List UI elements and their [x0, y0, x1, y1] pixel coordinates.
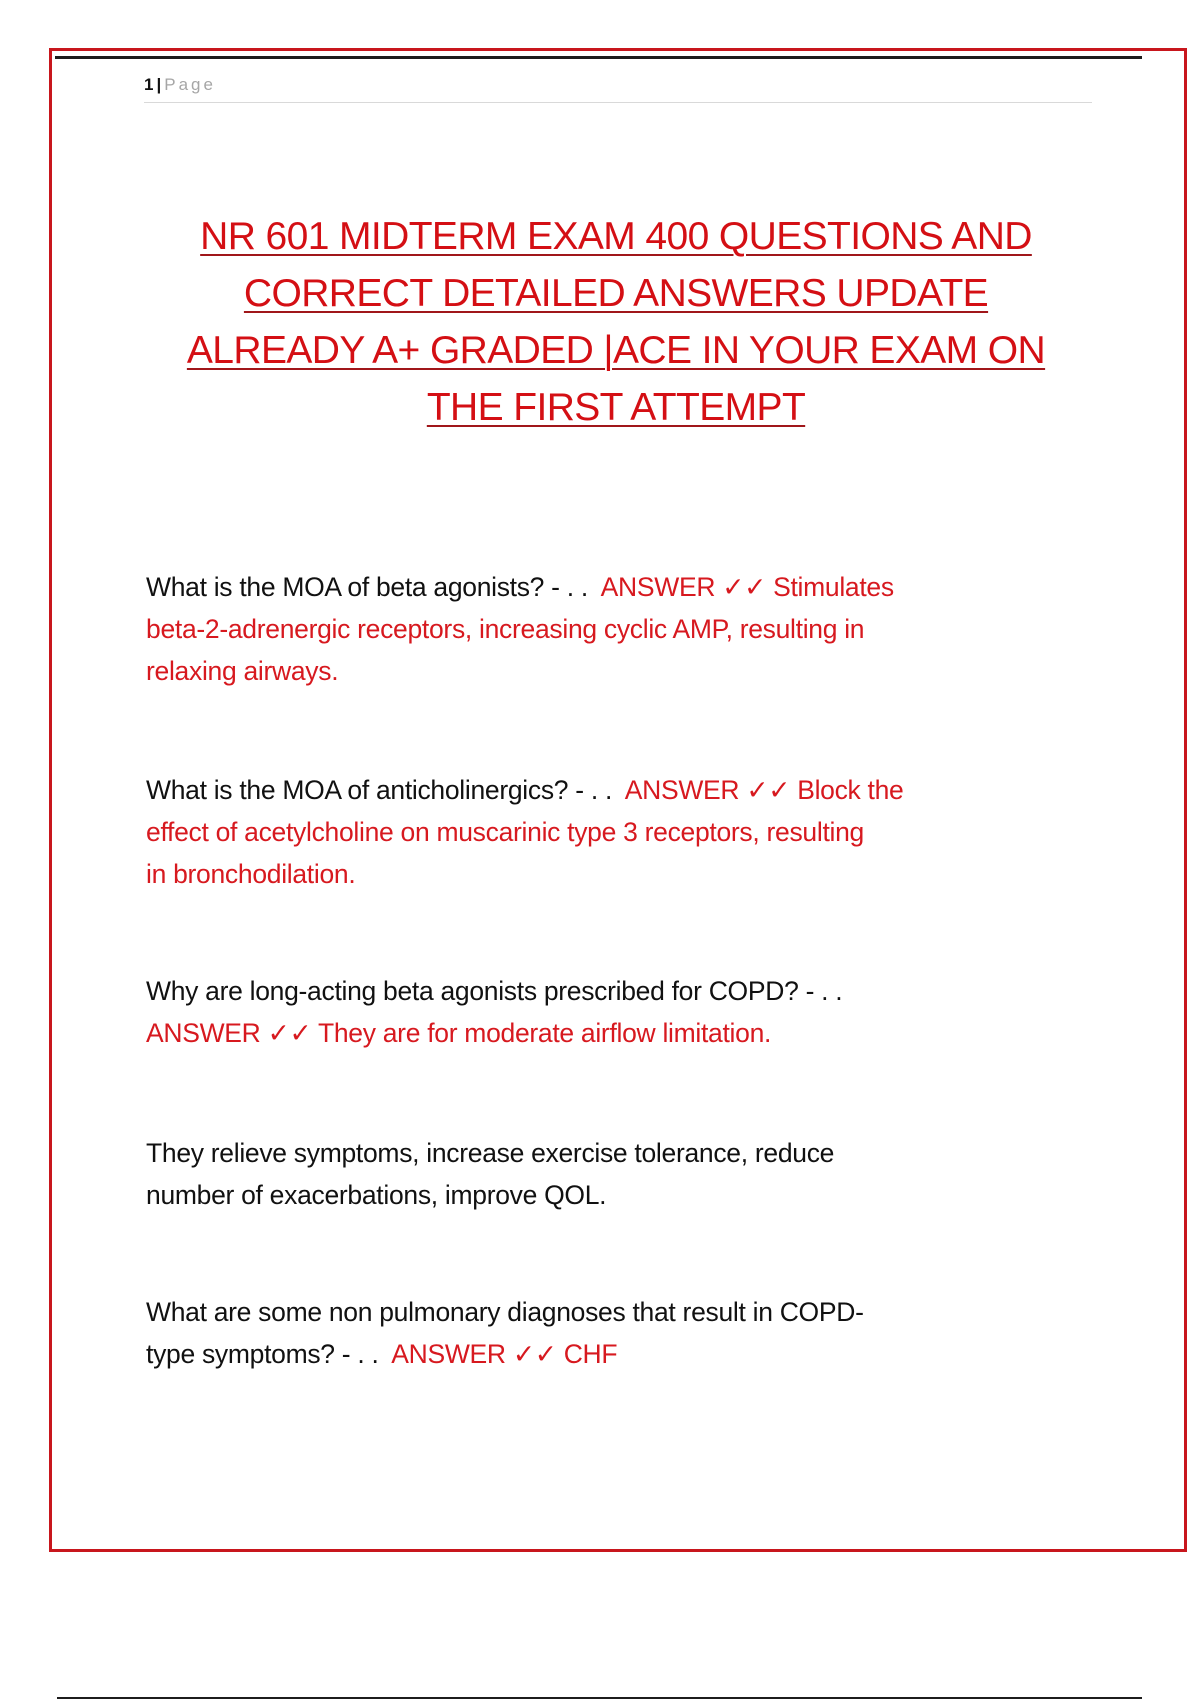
question-text: What is the MOA of beta agonists? - . .	[146, 572, 588, 602]
bottom-rule	[57, 1697, 1142, 1699]
qa-item	[146, 566, 1096, 692]
answer-text: effect of acetylcholine on muscarinic type 3 receptors, resulting	[146, 817, 864, 847]
qa-item	[146, 769, 1096, 895]
page-header	[144, 74, 1092, 103]
title-line: THE FIRST ATTEMPT	[426, 386, 806, 429]
question-text: What is the MOA of anticholinergics? - . .	[146, 775, 613, 805]
title-line: NR 601 MIDTERM EXAM 400 QUESTIONS AND	[200, 215, 1032, 258]
document-title	[140, 208, 1092, 436]
answer-text: ANSWER ✓✓ CHF	[391, 1339, 618, 1369]
answer-text: relaxing airways.	[146, 656, 339, 686]
qa-continuation	[146, 1132, 1096, 1216]
body-text: number of exacerbations, improve QOL.	[146, 1180, 607, 1210]
answer-text: in bronchodilation.	[146, 859, 356, 889]
qa-item	[146, 1291, 1096, 1375]
body-text: They relieve symptoms, increase exercise tolerance, reduce	[146, 1138, 835, 1168]
page-separator: |	[156, 75, 162, 94]
question-text: type symptoms? - . .	[146, 1339, 379, 1369]
top-rule	[55, 56, 1142, 59]
page-label: Page	[164, 75, 216, 94]
title-line: CORRECT DETAILED ANSWERS UPDATE	[243, 272, 989, 315]
title-line: ALREADY A+ GRADED |ACE IN YOUR EXAM ON	[186, 329, 1046, 372]
answer-text: ANSWER ✓✓ Stimulates	[600, 572, 894, 602]
answer-text: beta-2-adrenergic receptors, increasing cyclic AMP, resulting in	[146, 614, 865, 644]
answer-text: ANSWER ✓✓ They are for moderate airflow limitation.	[146, 1018, 772, 1048]
answer-text: ANSWER ✓✓ Block the	[624, 775, 904, 805]
page-number: 1	[144, 75, 154, 94]
question-text: What are some non pulmonary diagnoses that result in COPD-	[146, 1297, 864, 1327]
question-text: Why are long-acting beta agonists prescribed for COPD? - . .	[146, 976, 843, 1006]
qa-item	[146, 970, 1096, 1054]
